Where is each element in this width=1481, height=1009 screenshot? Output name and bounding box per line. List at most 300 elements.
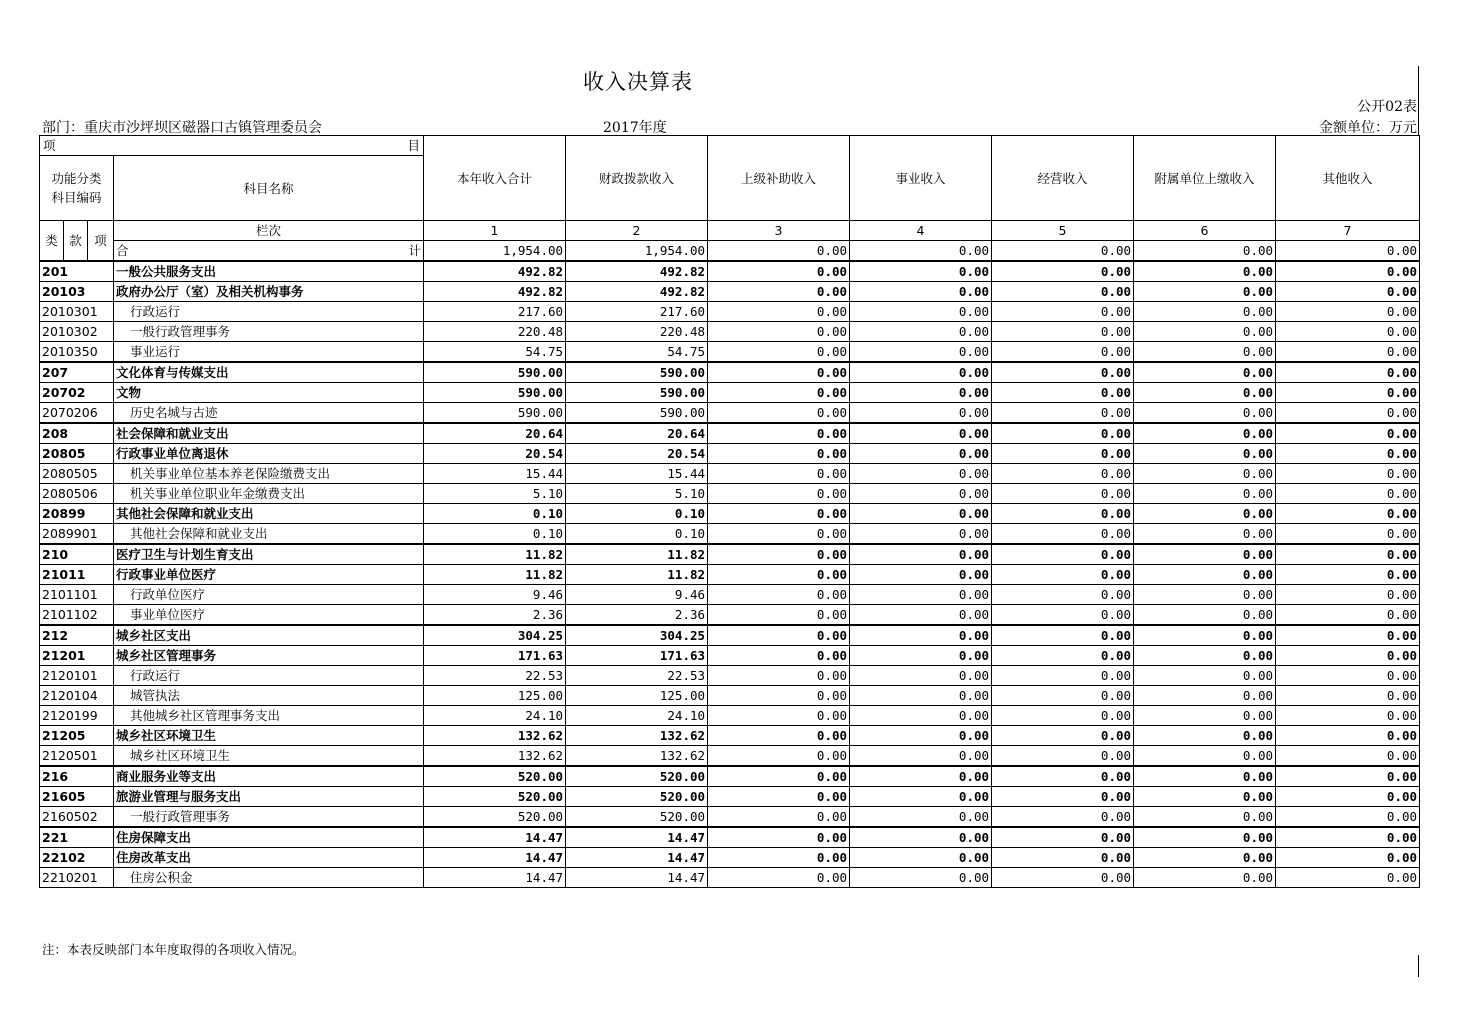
row-value-6: 0.00 bbox=[1134, 423, 1276, 444]
row-value-3: 0.00 bbox=[708, 686, 850, 706]
row-value-2: 22.53 bbox=[566, 666, 708, 686]
table-row bbox=[40, 565, 1420, 585]
row-value-3: 0.00 bbox=[708, 383, 850, 403]
row-value-2: 0.10 bbox=[566, 504, 708, 524]
row-value-3: 0.00 bbox=[708, 766, 850, 787]
row-value-1: 20.54 bbox=[424, 444, 566, 464]
table-row bbox=[40, 625, 1420, 646]
row-value-7: 0.00 bbox=[1276, 787, 1420, 807]
row-value-5: 0.00 bbox=[992, 827, 1134, 848]
row-name: 一般行政管理事务 bbox=[114, 807, 424, 828]
row-value-7: 0.00 bbox=[1276, 484, 1420, 504]
total-value-4: 0.00 bbox=[850, 241, 992, 262]
row-value-6: 0.00 bbox=[1134, 261, 1276, 282]
row-value-5: 0.00 bbox=[992, 282, 1134, 302]
row-code: 2120199 bbox=[40, 706, 114, 726]
row-value-4: 0.00 bbox=[850, 666, 992, 686]
row-name: 其他城乡社区管理事务支出 bbox=[114, 706, 424, 726]
page-edge-line bbox=[1418, 66, 1419, 136]
row-name: 行政单位医疗 bbox=[114, 585, 424, 605]
row-code: 2089901 bbox=[40, 524, 114, 545]
row-value-5: 0.00 bbox=[992, 322, 1134, 342]
row-value-3: 0.00 bbox=[708, 484, 850, 504]
row-value-1: 11.82 bbox=[424, 544, 566, 565]
row-value-1: 220.48 bbox=[424, 322, 566, 342]
row-value-4: 0.00 bbox=[850, 362, 992, 383]
row-value-2: 492.82 bbox=[566, 282, 708, 302]
row-value-5: 0.00 bbox=[992, 362, 1134, 383]
row-value-1: 492.82 bbox=[424, 261, 566, 282]
table-row bbox=[40, 403, 1420, 424]
row-value-3: 0.00 bbox=[708, 646, 850, 666]
row-value-4: 0.00 bbox=[850, 585, 992, 605]
row-value-6: 0.00 bbox=[1134, 544, 1276, 565]
row-code: 2210201 bbox=[40, 868, 114, 888]
row-code: 2101102 bbox=[40, 605, 114, 626]
row-value-5: 0.00 bbox=[992, 585, 1134, 605]
row-code: 2101101 bbox=[40, 585, 114, 605]
row-value-6: 0.00 bbox=[1134, 766, 1276, 787]
table-row bbox=[40, 807, 1420, 828]
row-value-6: 0.00 bbox=[1134, 686, 1276, 706]
row-name: 文物 bbox=[114, 383, 424, 403]
row-value-3: 0.00 bbox=[708, 504, 850, 524]
table-row bbox=[40, 383, 1420, 403]
row-name: 机关事业单位职业年金缴费支出 bbox=[114, 484, 424, 504]
table-row bbox=[40, 686, 1420, 706]
row-value-6: 0.00 bbox=[1134, 646, 1276, 666]
table-row bbox=[40, 524, 1420, 545]
row-value-1: 20.64 bbox=[424, 423, 566, 444]
row-name: 其他社会保障和就业支出 bbox=[114, 504, 424, 524]
row-value-4: 0.00 bbox=[850, 646, 992, 666]
department-label: 部门：重庆市沙坪坝区磁器口古镇管理委员会 bbox=[42, 120, 322, 136]
row-name: 行政事业单位医疗 bbox=[114, 565, 424, 585]
row-code: 207 bbox=[40, 362, 114, 383]
table-row bbox=[40, 342, 1420, 363]
row-value-2: 54.75 bbox=[566, 342, 708, 363]
row-name: 历史名城与古迹 bbox=[114, 403, 424, 424]
row-value-7: 0.00 bbox=[1276, 827, 1420, 848]
row-value-7: 0.00 bbox=[1276, 726, 1420, 746]
header-xiang: 项 bbox=[43, 138, 56, 153]
row-name: 事业单位医疗 bbox=[114, 605, 424, 626]
row-name: 商业服务业等支出 bbox=[114, 766, 424, 787]
row-name: 住房保障支出 bbox=[114, 827, 424, 848]
row-value-7: 0.00 bbox=[1276, 746, 1420, 767]
row-code: 2120501 bbox=[40, 746, 114, 767]
col-header-6: 附属单位上缴收入 bbox=[1134, 136, 1276, 221]
table-row bbox=[40, 504, 1420, 524]
row-value-7: 0.00 bbox=[1276, 322, 1420, 342]
row-value-1: 14.47 bbox=[424, 848, 566, 868]
row-value-7: 0.00 bbox=[1276, 565, 1420, 585]
row-value-6: 0.00 bbox=[1134, 827, 1276, 848]
row-value-5: 0.00 bbox=[992, 666, 1134, 686]
row-value-6: 0.00 bbox=[1134, 504, 1276, 524]
row-code: 2070206 bbox=[40, 403, 114, 424]
row-value-4: 0.00 bbox=[850, 605, 992, 626]
row-value-1: 22.53 bbox=[424, 666, 566, 686]
income-table bbox=[39, 135, 1420, 888]
row-value-2: 132.62 bbox=[566, 746, 708, 767]
row-value-2: 304.25 bbox=[566, 625, 708, 646]
row-value-1: 304.25 bbox=[424, 625, 566, 646]
total-value-6: 0.00 bbox=[1134, 241, 1276, 262]
row-value-5: 0.00 bbox=[992, 787, 1134, 807]
row-value-3: 0.00 bbox=[708, 625, 850, 646]
total-value-3: 0.00 bbox=[708, 241, 850, 262]
row-value-3: 0.00 bbox=[708, 848, 850, 868]
row-value-1: 132.62 bbox=[424, 746, 566, 767]
row-value-3: 0.00 bbox=[708, 464, 850, 484]
row-code: 2010350 bbox=[40, 342, 114, 363]
row-value-2: 217.60 bbox=[566, 302, 708, 322]
row-value-4: 0.00 bbox=[850, 726, 992, 746]
table-row bbox=[40, 726, 1420, 746]
row-value-6: 0.00 bbox=[1134, 787, 1276, 807]
row-name: 机关事业单位基本养老保险缴费支出 bbox=[114, 464, 424, 484]
row-value-4: 0.00 bbox=[850, 706, 992, 726]
row-value-6: 0.00 bbox=[1134, 342, 1276, 363]
row-value-4: 0.00 bbox=[850, 544, 992, 565]
row-value-5: 0.00 bbox=[992, 544, 1134, 565]
row-value-2: 15.44 bbox=[566, 464, 708, 484]
row-value-7: 0.00 bbox=[1276, 524, 1420, 545]
row-value-5: 0.00 bbox=[992, 868, 1134, 888]
row-value-5: 0.00 bbox=[992, 646, 1134, 666]
row-value-2: 132.62 bbox=[566, 726, 708, 746]
table-row bbox=[40, 766, 1420, 787]
row-code: 208 bbox=[40, 423, 114, 444]
row-value-2: 14.47 bbox=[566, 868, 708, 888]
row-value-7: 0.00 bbox=[1276, 261, 1420, 282]
row-code: 20103 bbox=[40, 282, 114, 302]
row-value-5: 0.00 bbox=[992, 848, 1134, 868]
row-value-3: 0.00 bbox=[708, 524, 850, 545]
row-value-3: 0.00 bbox=[708, 342, 850, 363]
row-value-2: 590.00 bbox=[566, 362, 708, 383]
row-value-3: 0.00 bbox=[708, 585, 850, 605]
table-row bbox=[40, 605, 1420, 626]
row-code: 2010301 bbox=[40, 302, 114, 322]
row-value-2: 520.00 bbox=[566, 787, 708, 807]
row-value-2: 14.47 bbox=[566, 848, 708, 868]
row-value-7: 0.00 bbox=[1276, 423, 1420, 444]
row-name: 城乡社区环境卫生 bbox=[114, 726, 424, 746]
total-ji: 计 bbox=[408, 243, 422, 258]
row-name: 城管执法 bbox=[114, 686, 424, 706]
row-value-4: 0.00 bbox=[850, 342, 992, 363]
table-row bbox=[40, 322, 1420, 342]
row-value-6: 0.00 bbox=[1134, 362, 1276, 383]
row-code: 2010302 bbox=[40, 322, 114, 342]
row-value-5: 0.00 bbox=[992, 302, 1134, 322]
row-name: 城乡社区管理事务 bbox=[114, 646, 424, 666]
row-value-3: 0.00 bbox=[708, 746, 850, 767]
row-value-2: 520.00 bbox=[566, 766, 708, 787]
row-name: 政府办公厅（室）及相关机构事务 bbox=[114, 282, 424, 302]
row-name: 城乡社区支出 bbox=[114, 625, 424, 646]
xiang-header: 项 bbox=[88, 221, 114, 262]
row-value-4: 0.00 bbox=[850, 302, 992, 322]
row-value-1: 590.00 bbox=[424, 383, 566, 403]
col-number-4: 4 bbox=[850, 221, 992, 241]
row-name: 医疗卫生与计划生育支出 bbox=[114, 544, 424, 565]
row-value-1: 11.82 bbox=[424, 565, 566, 585]
total-value-5: 0.00 bbox=[992, 241, 1134, 262]
row-value-2: 590.00 bbox=[566, 383, 708, 403]
row-code: 212 bbox=[40, 625, 114, 646]
row-value-7: 0.00 bbox=[1276, 383, 1420, 403]
row-code: 216 bbox=[40, 766, 114, 787]
row-value-7: 0.00 bbox=[1276, 282, 1420, 302]
row-value-1: 125.00 bbox=[424, 686, 566, 706]
table-row bbox=[40, 444, 1420, 464]
table-row bbox=[40, 666, 1420, 686]
row-value-4: 0.00 bbox=[850, 746, 992, 767]
row-value-5: 0.00 bbox=[992, 423, 1134, 444]
row-value-1: 171.63 bbox=[424, 646, 566, 666]
row-value-7: 0.00 bbox=[1276, 706, 1420, 726]
row-value-3: 0.00 bbox=[708, 362, 850, 383]
row-value-2: 0.10 bbox=[566, 524, 708, 545]
row-value-7: 0.00 bbox=[1276, 848, 1420, 868]
row-value-2: 5.10 bbox=[566, 484, 708, 504]
row-value-4: 0.00 bbox=[850, 807, 992, 828]
row-value-2: 11.82 bbox=[566, 544, 708, 565]
row-value-5: 0.00 bbox=[992, 444, 1134, 464]
row-value-6: 0.00 bbox=[1134, 484, 1276, 504]
row-value-2: 20.64 bbox=[566, 423, 708, 444]
row-code: 2080505 bbox=[40, 464, 114, 484]
col-number-6: 6 bbox=[1134, 221, 1276, 241]
row-value-4: 0.00 bbox=[850, 383, 992, 403]
row-value-5: 0.00 bbox=[992, 484, 1134, 504]
row-name: 住房公积金 bbox=[114, 868, 424, 888]
row-value-3: 0.00 bbox=[708, 544, 850, 565]
row-code: 2120101 bbox=[40, 666, 114, 686]
row-code: 21205 bbox=[40, 726, 114, 746]
table-row bbox=[40, 706, 1420, 726]
row-name: 城乡社区环境卫生 bbox=[114, 746, 424, 767]
row-value-3: 0.00 bbox=[708, 706, 850, 726]
row-value-3: 0.00 bbox=[708, 807, 850, 828]
row-value-4: 0.00 bbox=[850, 625, 992, 646]
row-value-4: 0.00 bbox=[850, 282, 992, 302]
total-value-7: 0.00 bbox=[1276, 241, 1420, 262]
fiscal-year: 2017年度 bbox=[603, 120, 667, 136]
col-number-1: 1 bbox=[424, 221, 566, 241]
row-value-2: 2.36 bbox=[566, 605, 708, 626]
row-value-1: 520.00 bbox=[424, 787, 566, 807]
row-value-3: 0.00 bbox=[708, 302, 850, 322]
row-code: 20702 bbox=[40, 383, 114, 403]
row-value-5: 0.00 bbox=[992, 565, 1134, 585]
row-value-5: 0.00 bbox=[992, 746, 1134, 767]
row-value-6: 0.00 bbox=[1134, 868, 1276, 888]
table-row bbox=[40, 464, 1420, 484]
row-value-1: 217.60 bbox=[424, 302, 566, 322]
row-value-4: 0.00 bbox=[850, 686, 992, 706]
row-value-1: 590.00 bbox=[424, 362, 566, 383]
row-value-5: 0.00 bbox=[992, 807, 1134, 828]
col-number-3: 3 bbox=[708, 221, 850, 241]
col-header-7: 其他收入 bbox=[1276, 136, 1420, 221]
row-value-5: 0.00 bbox=[992, 766, 1134, 787]
row-value-2: 11.82 bbox=[566, 565, 708, 585]
row-value-4: 0.00 bbox=[850, 484, 992, 504]
row-value-7: 0.00 bbox=[1276, 646, 1420, 666]
header-xiang-mu bbox=[40, 136, 424, 156]
row-value-7: 0.00 bbox=[1276, 302, 1420, 322]
row-value-3: 0.00 bbox=[708, 423, 850, 444]
table-row bbox=[40, 868, 1420, 888]
row-value-7: 0.00 bbox=[1276, 464, 1420, 484]
row-value-6: 0.00 bbox=[1134, 464, 1276, 484]
col-header-5: 经营收入 bbox=[992, 136, 1134, 221]
row-value-7: 0.00 bbox=[1276, 504, 1420, 524]
row-code: 21605 bbox=[40, 787, 114, 807]
row-value-7: 0.00 bbox=[1276, 585, 1420, 605]
table-row bbox=[40, 646, 1420, 666]
row-value-6: 0.00 bbox=[1134, 524, 1276, 545]
row-value-1: 132.62 bbox=[424, 726, 566, 746]
table-row bbox=[40, 282, 1420, 302]
row-value-5: 0.00 bbox=[992, 383, 1134, 403]
table-row bbox=[40, 787, 1420, 807]
row-value-6: 0.00 bbox=[1134, 807, 1276, 828]
row-value-1: 0.10 bbox=[424, 504, 566, 524]
row-value-3: 0.00 bbox=[708, 322, 850, 342]
row-value-3: 0.00 bbox=[708, 403, 850, 424]
table-row bbox=[40, 848, 1420, 868]
row-value-2: 171.63 bbox=[566, 646, 708, 666]
table-row bbox=[40, 827, 1420, 848]
row-code: 21011 bbox=[40, 565, 114, 585]
amount-unit: 金额单位：万元 bbox=[1319, 120, 1417, 136]
total-value-2: 1,954.00 bbox=[566, 241, 708, 262]
row-value-5: 0.00 bbox=[992, 605, 1134, 626]
table-note: 注：本表反映部门本年度取得的各项收入情况。 bbox=[42, 942, 305, 957]
col-number-5: 5 bbox=[992, 221, 1134, 241]
kuan-header: 款 bbox=[64, 221, 88, 262]
row-code: 20805 bbox=[40, 444, 114, 464]
row-name: 旅游业管理与服务支出 bbox=[114, 787, 424, 807]
row-value-1: 24.10 bbox=[424, 706, 566, 726]
row-value-3: 0.00 bbox=[708, 868, 850, 888]
row-value-3: 0.00 bbox=[708, 605, 850, 626]
row-code: 2120104 bbox=[40, 686, 114, 706]
row-value-4: 0.00 bbox=[850, 524, 992, 545]
row-value-2: 24.10 bbox=[566, 706, 708, 726]
row-value-4: 0.00 bbox=[850, 504, 992, 524]
row-value-4: 0.00 bbox=[850, 423, 992, 444]
row-value-5: 0.00 bbox=[992, 706, 1134, 726]
row-value-1: 520.00 bbox=[424, 807, 566, 828]
form-number: 公开02表 bbox=[1357, 99, 1417, 115]
row-value-5: 0.00 bbox=[992, 726, 1134, 746]
name-header: 科目名称 bbox=[114, 156, 424, 221]
col-header-2: 财政拨款收入 bbox=[566, 136, 708, 221]
row-value-7: 0.00 bbox=[1276, 403, 1420, 424]
row-value-2: 220.48 bbox=[566, 322, 708, 342]
row-code: 210 bbox=[40, 544, 114, 565]
col-header-1: 本年收入合计 bbox=[424, 136, 566, 221]
col-header-4: 事业收入 bbox=[850, 136, 992, 221]
row-value-2: 125.00 bbox=[566, 686, 708, 706]
row-value-7: 0.00 bbox=[1276, 686, 1420, 706]
row-value-5: 0.00 bbox=[992, 342, 1134, 363]
row-name: 文化体育与传媒支出 bbox=[114, 362, 424, 383]
row-value-4: 0.00 bbox=[850, 766, 992, 787]
row-code: 21201 bbox=[40, 646, 114, 666]
row-value-7: 0.00 bbox=[1276, 868, 1420, 888]
row-value-6: 0.00 bbox=[1134, 706, 1276, 726]
row-value-4: 0.00 bbox=[850, 787, 992, 807]
row-value-3: 0.00 bbox=[708, 261, 850, 282]
row-value-5: 0.00 bbox=[992, 625, 1134, 646]
row-code: 221 bbox=[40, 827, 114, 848]
row-value-1: 492.82 bbox=[424, 282, 566, 302]
row-value-7: 0.00 bbox=[1276, 342, 1420, 363]
total-row bbox=[40, 241, 1420, 262]
row-value-7: 0.00 bbox=[1276, 444, 1420, 464]
row-value-6: 0.00 bbox=[1134, 302, 1276, 322]
row-code: 201 bbox=[40, 261, 114, 282]
row-name: 事业运行 bbox=[114, 342, 424, 363]
row-value-6: 0.00 bbox=[1134, 605, 1276, 626]
row-value-4: 0.00 bbox=[850, 565, 992, 585]
table-row bbox=[40, 302, 1420, 322]
row-value-2: 492.82 bbox=[566, 261, 708, 282]
total-label bbox=[114, 241, 424, 262]
row-value-1: 14.47 bbox=[424, 868, 566, 888]
table-row bbox=[40, 423, 1420, 444]
row-value-2: 14.47 bbox=[566, 827, 708, 848]
row-value-2: 20.54 bbox=[566, 444, 708, 464]
row-name: 一般行政管理事务 bbox=[114, 322, 424, 342]
row-value-1: 14.47 bbox=[424, 827, 566, 848]
row-value-6: 0.00 bbox=[1134, 726, 1276, 746]
row-name: 住房改革支出 bbox=[114, 848, 424, 868]
row-value-1: 54.75 bbox=[424, 342, 566, 363]
row-value-4: 0.00 bbox=[850, 848, 992, 868]
row-value-6: 0.00 bbox=[1134, 444, 1276, 464]
header-mu: 目 bbox=[407, 138, 421, 153]
row-code: 22102 bbox=[40, 848, 114, 868]
row-value-4: 0.00 bbox=[850, 261, 992, 282]
row-value-1: 2.36 bbox=[424, 605, 566, 626]
row-value-4: 0.00 bbox=[850, 827, 992, 848]
row-code: 2160502 bbox=[40, 807, 114, 828]
row-value-2: 590.00 bbox=[566, 403, 708, 424]
row-value-7: 0.00 bbox=[1276, 666, 1420, 686]
row-value-6: 0.00 bbox=[1134, 848, 1276, 868]
row-value-6: 0.00 bbox=[1134, 383, 1276, 403]
row-value-5: 0.00 bbox=[992, 261, 1134, 282]
row-value-3: 0.00 bbox=[708, 444, 850, 464]
row-value-3: 0.00 bbox=[708, 282, 850, 302]
row-value-6: 0.00 bbox=[1134, 666, 1276, 686]
row-value-1: 520.00 bbox=[424, 766, 566, 787]
row-value-4: 0.00 bbox=[850, 322, 992, 342]
row-value-7: 0.00 bbox=[1276, 362, 1420, 383]
lanci-label: 栏次 bbox=[114, 221, 424, 241]
row-value-6: 0.00 bbox=[1134, 403, 1276, 424]
row-name: 行政事业单位离退休 bbox=[114, 444, 424, 464]
row-name: 社会保障和就业支出 bbox=[114, 423, 424, 444]
